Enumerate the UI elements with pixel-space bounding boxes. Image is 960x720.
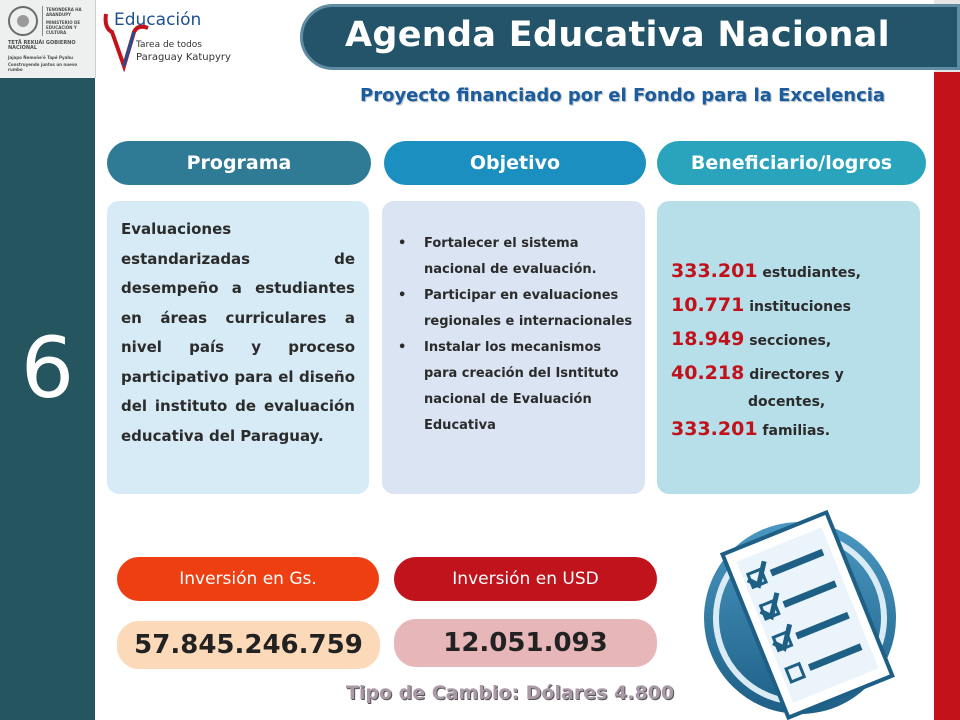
page-title: Agenda Educativa Nacional [345, 15, 890, 55]
education-logo-text: Educación [114, 10, 202, 30]
programa-card [107, 201, 369, 494]
beneficiario-row: 18.949 secciones, [671, 328, 832, 350]
programa-description: Evaluaciones estandarizadas de desempeño a estudiantes en áreas curriculares a nivel país y proceso participativo para el diseño del instituto de evaluación educativa del Paraguay. [121, 220, 355, 445]
header-objetivo: Objetivo [384, 141, 646, 185]
government-logo [0, 0, 96, 78]
slide-number: 6 [20, 319, 75, 417]
education-logo-tagline-2: Paraguay Katupyry [136, 52, 231, 63]
investment-usd-value: 12.051.093 [394, 619, 657, 667]
list-item: • Fortalecer el sistema nacional de evaluación. [398, 236, 597, 277]
beneficiario-card [657, 201, 920, 494]
education-logo-tagline: Tarea de todos [136, 40, 202, 50]
list-item: • Participar en evaluaciones regionales e internacionales [398, 288, 633, 329]
beneficiario-row-continued: docentes, [748, 394, 826, 410]
objetivo-card [382, 201, 645, 494]
investment-gs-value: 57.845.246.759 [117, 621, 380, 669]
header-beneficiario: Beneficiario/logros [657, 141, 926, 185]
header-programa: Programa [107, 141, 371, 185]
beneficiario-row: 10.771 instituciones [671, 294, 851, 316]
education-logo [102, 8, 242, 72]
gov-logo-line-5: Construyendo juntos un nuevo rumbo [8, 62, 78, 72]
list-item: • Instalar los mecanismos para creación del Isntituto nacional de Evaluación Educativa [398, 340, 619, 433]
exchange-rate: Tipo de Cambio: Dólares 4.800 [345, 682, 675, 704]
beneficiario-row: 40.218 directores y [671, 362, 844, 384]
beneficiario-row: 333.201 familias. [671, 418, 831, 440]
page-subtitle: Proyecto financiado por el Fondo para la Excelencia [360, 85, 886, 106]
investment-usd-label: Inversión en USD [394, 557, 657, 601]
beneficiario-row: 333.201 estudiantes, [671, 260, 861, 282]
right-accent-bar [934, 0, 960, 720]
gov-logo-line-1: TENONDERA HA ARANDUPY [46, 7, 82, 17]
seal-icon [8, 6, 38, 36]
checklist-icon [692, 508, 912, 720]
gov-logo-line-4: Jajapo Ñemoñe'ẽ Tapé Pyahu [8, 55, 74, 60]
investment-gs-label: Inversión en Gs. [117, 557, 379, 601]
gov-logo-line-3: TETÃ REKUÁI GOBIERNO NACIONAL [8, 40, 76, 51]
gov-logo-line-2: MINISTERIO DE EDUCACIÓN Y CULTURA [46, 20, 81, 35]
objetivo-list [394, 231, 635, 439]
